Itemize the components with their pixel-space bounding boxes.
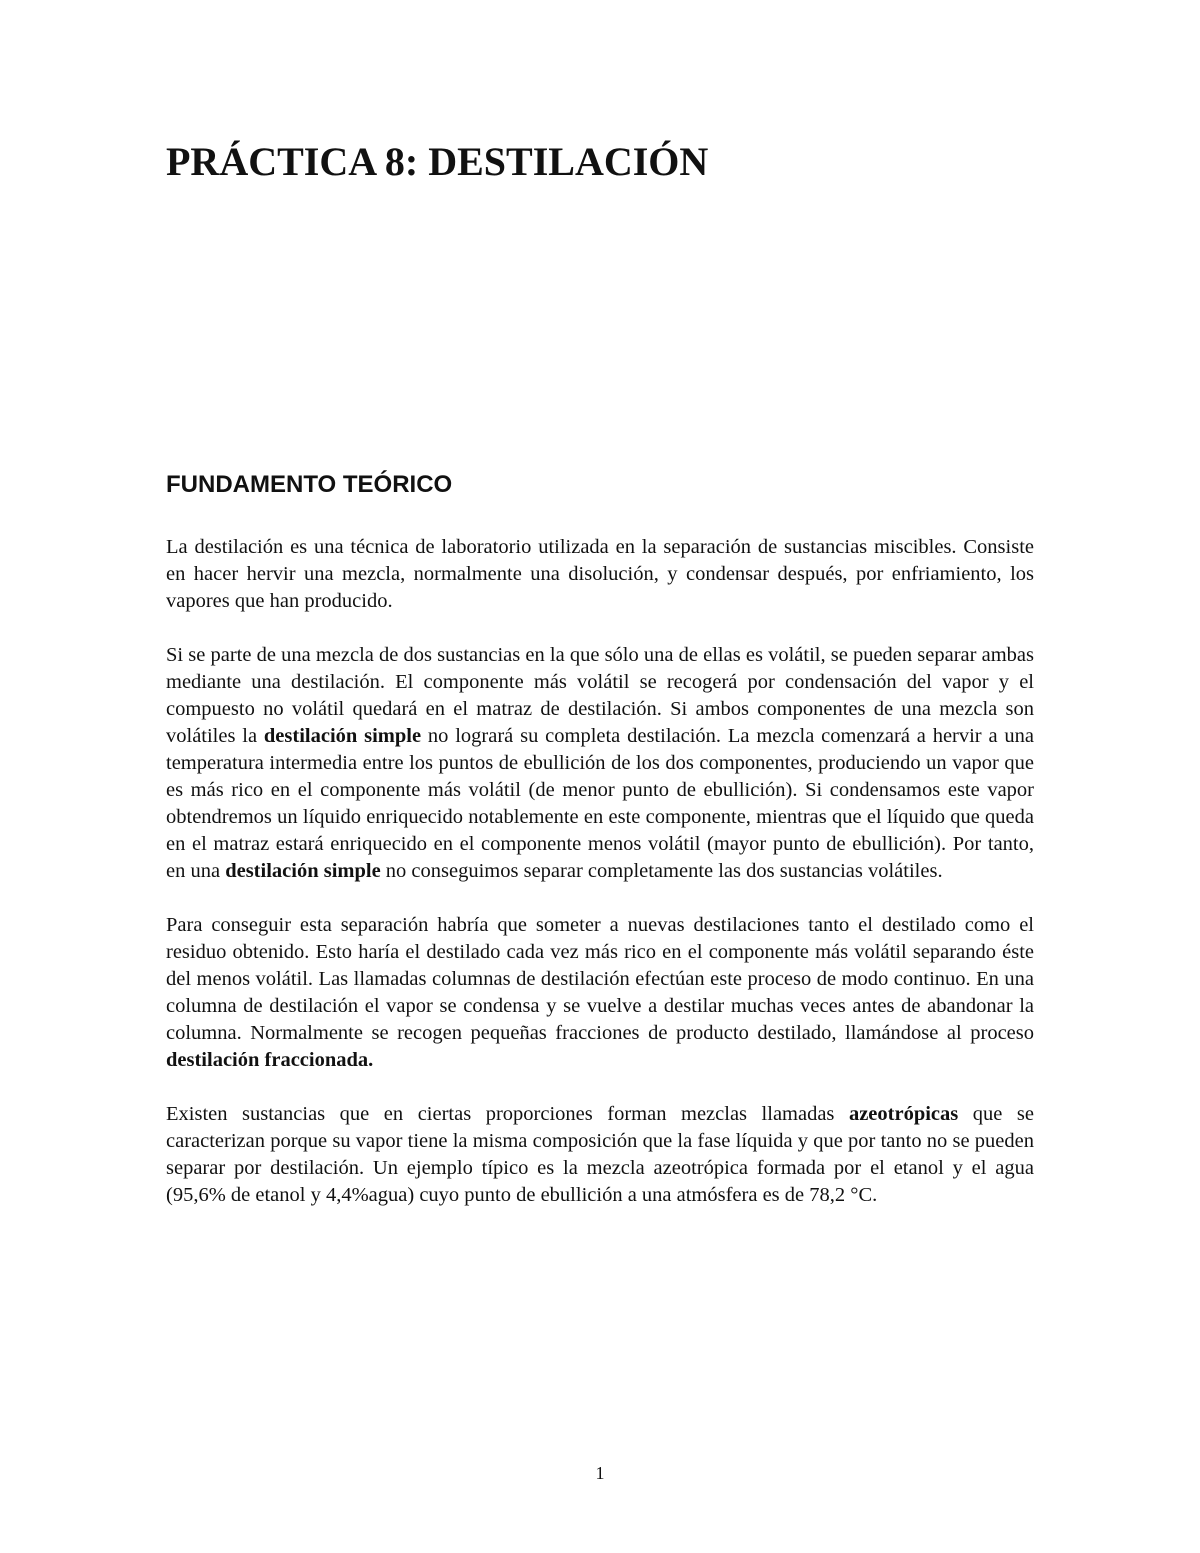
section-heading: FUNDAMENTO TEÓRICO xyxy=(166,471,453,498)
text-run: no conseguimos separar completamente las dos sustancias volátiles. xyxy=(380,860,943,882)
paragraph xyxy=(166,1101,1034,1209)
text-run: Para conseguir esta separación habría que someter a nuevas destilaciones tanto el destilado como el residuo obtenido. Esto haría el destilado cada vez más rico en el componente más volátil separando éste del menos volátil. Las llamadas columnas de destilación efectúan este proceso de modo continuo. En una columna de destilación el vapor se condensa y se vuelve a destilar muchas veces antes de abandonar la columna. Normalmente se recogen pequeñas fracciones de producto destilado, llamándose al proceso xyxy=(166,914,1034,1044)
bold-term: destilación simple xyxy=(263,725,422,747)
text-run: La destilación es una técnica de laboratorio utilizada en la separación de sustancias miscibles. Consiste en hacer hervir una mezcla, normalmente una disolución, y condensar después, por enfriamiento, los vapores que han producido. xyxy=(166,536,1034,612)
paragraph xyxy=(166,642,1034,885)
text-run: que se caracterizan porque su vapor tiene la misma composición que la fase líquida y que por tanto no se pueden separar por destilación. Un ejemplo típico es la mezcla azeotrópica formada por el etanol y el agua (95,6% de etanol y 4,4%agua) cuyo punto de ebullición a una atmósfera es de 78,2 °C. xyxy=(166,1103,1034,1206)
text-run: Existen sustancias que en ciertas proporciones forman mezclas llamadas xyxy=(166,1103,849,1125)
page-number: 1 xyxy=(595,1463,605,1483)
text-run: no logrará su completa destilación. La mezcla comenzará a hervir a una temperatura intermedia entre los puntos de ebullición de los dos componentes, produciendo un vapor que es más rico en el componente más volátil (de menor punto de ebullición). Si condensamos este vapor obtendremos un líquido enriquecido notablemente en este componente, mientras que el líquido que queda en el matraz estará enriquecido en el componente menos volátil (mayor punto de ebullición). Por tanto, en una xyxy=(166,725,1034,882)
paragraph xyxy=(166,912,1034,1074)
page-title: PRÁCTICA 8: DESTILACIÓN xyxy=(166,139,709,184)
paragraph xyxy=(166,534,1034,615)
bold-term: destilación simple xyxy=(225,860,381,882)
text-run: Si se parte de una mezcla de dos sustancias en la que sólo una de ellas es volátil, se pueden separar ambas mediante una destilación. El componente más volátil se recogerá por condensación del vapor y el compuesto no volátil quedará en el matraz de destilación. Si ambos componentes de una mezcla son volátiles la xyxy=(166,644,1034,747)
bold-term: destilación fraccionada. xyxy=(166,1049,374,1071)
bold-term: azeotrópicas xyxy=(848,1103,959,1125)
body-text xyxy=(166,534,1034,1209)
